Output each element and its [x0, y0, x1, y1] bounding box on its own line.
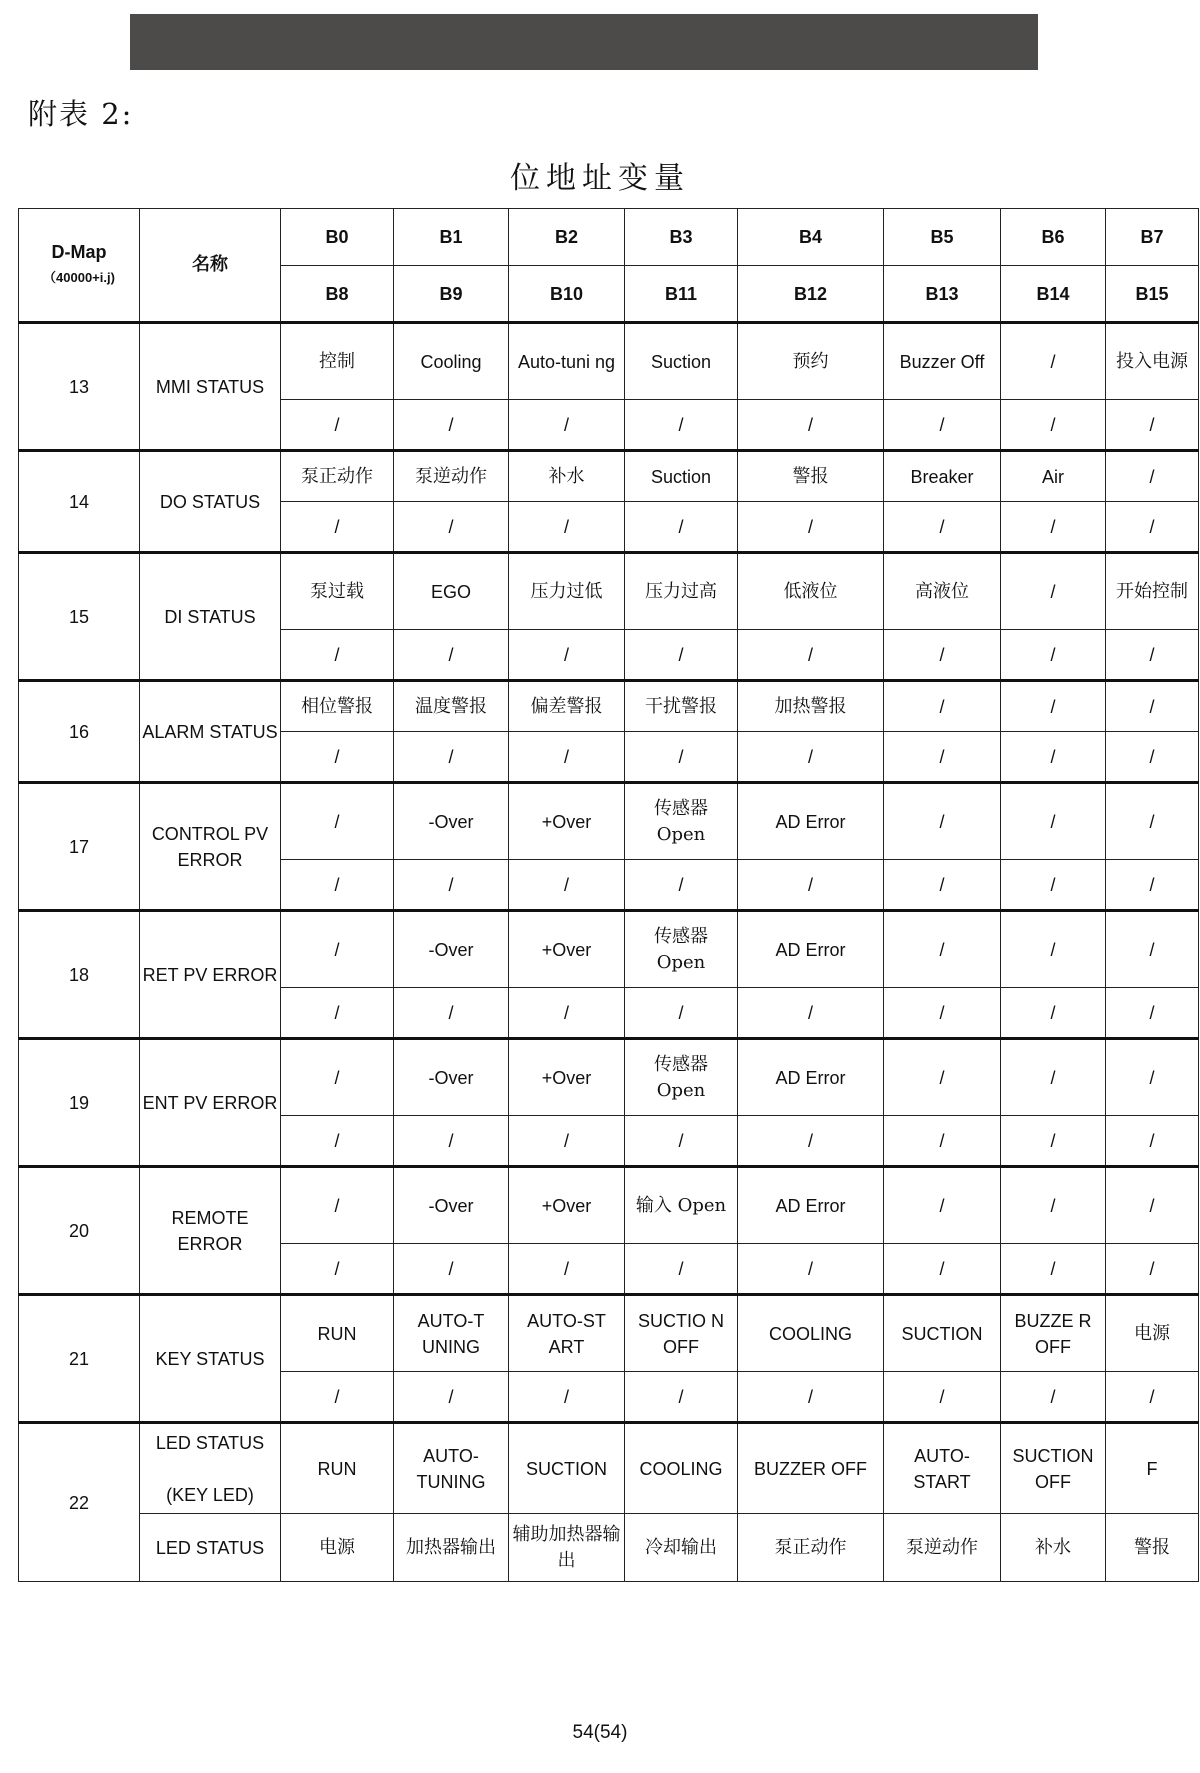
- bit-cell: /: [1106, 1039, 1199, 1116]
- bit-cell: /: [1106, 451, 1199, 502]
- bit-cell: SUCTIO N OFF: [625, 1295, 738, 1372]
- bit-cell: AD Error: [738, 783, 884, 860]
- bit-cell: 冷却输出: [625, 1514, 738, 1582]
- bit-cell: 电源: [281, 1514, 394, 1582]
- bit-cell: /: [884, 1372, 1001, 1423]
- bit-cell: Buzzer Off: [884, 323, 1001, 400]
- bit-cell: BUZZE R OFF: [1001, 1295, 1106, 1372]
- bit-cell: /: [625, 988, 738, 1039]
- row-name: CONTROL PV ERROR: [140, 783, 281, 911]
- row-name: DI STATUS: [140, 553, 281, 681]
- bit-cell: 压力过低: [509, 553, 625, 630]
- bit-cell: 温度警报: [394, 681, 509, 732]
- bit-cell: /: [281, 630, 394, 681]
- bit-cell: /: [509, 1244, 625, 1295]
- bit-cell: /: [394, 502, 509, 553]
- bit-cell: /: [738, 1116, 884, 1167]
- bit-cell: /: [884, 988, 1001, 1039]
- bit-cell: 泵逆动作: [394, 451, 509, 502]
- bit-cell: /: [509, 988, 625, 1039]
- bit-cell: 传感器 Open: [625, 783, 738, 860]
- bit-cell: AD Error: [738, 1039, 884, 1116]
- bit-cell: /: [1106, 400, 1199, 451]
- bit-cell: COOLING: [625, 1423, 738, 1514]
- row-id: 18: [19, 911, 140, 1039]
- row-id: 22: [19, 1423, 140, 1582]
- bit-cell: /: [394, 732, 509, 783]
- table-row: [19, 1039, 1199, 1116]
- bit-cell: /: [509, 1116, 625, 1167]
- table-row: [19, 681, 1199, 732]
- row-name: RET PV ERROR: [140, 911, 281, 1039]
- bit-cell: AUTO- START: [884, 1423, 1001, 1514]
- bit-cell: /: [281, 911, 394, 988]
- bit-cell: /: [1106, 732, 1199, 783]
- bit-cell: RUN: [281, 1423, 394, 1514]
- bit-cell: +Over: [509, 911, 625, 988]
- bit-cell: 控制: [281, 323, 394, 400]
- bit-cell: /: [1106, 681, 1199, 732]
- bit-cell: /: [394, 1244, 509, 1295]
- bit-cell: /: [509, 502, 625, 553]
- bit-cell: /: [281, 502, 394, 553]
- bit-header: B15: [1106, 266, 1199, 323]
- bit-cell: /: [884, 783, 1001, 860]
- bit-cell: 压力过高: [625, 553, 738, 630]
- row-id: 14: [19, 451, 140, 553]
- bit-header: B6: [1001, 209, 1106, 266]
- bit-cell: /: [625, 732, 738, 783]
- bit-cell: /: [884, 911, 1001, 988]
- row-name: REMOTE ERROR: [140, 1167, 281, 1295]
- bit-header: B9: [394, 266, 509, 323]
- bit-cell: -Over: [394, 1039, 509, 1116]
- bit-cell: /: [1106, 1372, 1199, 1423]
- bit-cell: /: [1001, 732, 1106, 783]
- bit-cell: /: [281, 1244, 394, 1295]
- bit-cell: EGO: [394, 553, 509, 630]
- bit-cell: Suction: [625, 451, 738, 502]
- table-row: [19, 911, 1199, 988]
- bit-cell: /: [738, 630, 884, 681]
- header-row-top: [19, 209, 1199, 266]
- bit-cell: /: [509, 860, 625, 911]
- bit-cell: 电源: [1106, 1295, 1199, 1372]
- bit-cell: /: [884, 860, 1001, 911]
- row-id: 13: [19, 323, 140, 451]
- dmap-label: D-Map: [51, 242, 107, 262]
- bit-cell: /: [1001, 1039, 1106, 1116]
- row-name: MMI STATUS: [140, 323, 281, 451]
- bit-header: B12: [738, 266, 884, 323]
- bit-cell: AD Error: [738, 1167, 884, 1244]
- bit-cell: /: [1001, 400, 1106, 451]
- bit-cell: /: [509, 1372, 625, 1423]
- bit-cell: /: [1001, 323, 1106, 400]
- bit-cell: SUCTION: [509, 1423, 625, 1514]
- row-name: [140, 1423, 281, 1514]
- bit-header: B13: [884, 266, 1001, 323]
- bit-cell: /: [394, 1116, 509, 1167]
- bit-header: B7: [1106, 209, 1199, 266]
- bit-cell: 高液位: [884, 553, 1001, 630]
- bit-cell: BUZZER OFF: [738, 1423, 884, 1514]
- row-name-key-led: (KEY LED): [166, 1484, 254, 1505]
- bit-header: B0: [281, 209, 394, 266]
- row-name: KEY STATUS: [140, 1295, 281, 1423]
- bit-cell: /: [1001, 1167, 1106, 1244]
- bit-cell: 警报: [738, 451, 884, 502]
- bit-cell: /: [625, 400, 738, 451]
- row-name: LED STATUS: [140, 1514, 281, 1582]
- bit-cell: /: [281, 1116, 394, 1167]
- bit-cell: /: [1106, 502, 1199, 553]
- bit-cell: /: [625, 1116, 738, 1167]
- bit-cell: /: [394, 630, 509, 681]
- bit-header: B8: [281, 266, 394, 323]
- bit-cell: -Over: [394, 1167, 509, 1244]
- bit-cell: 补水: [1001, 1514, 1106, 1582]
- bit-cell: /: [738, 988, 884, 1039]
- bit-cell: /: [884, 732, 1001, 783]
- bit-cell: /: [1106, 860, 1199, 911]
- bit-cell: /: [1001, 502, 1106, 553]
- bit-cell: /: [281, 1039, 394, 1116]
- bit-cell: /: [1001, 1372, 1106, 1423]
- bit-cell: /: [625, 502, 738, 553]
- bit-cell: /: [738, 502, 884, 553]
- table-row: [19, 323, 1199, 400]
- bit-cell: /: [884, 1116, 1001, 1167]
- bit-cell: /: [884, 681, 1001, 732]
- bit-cell: F: [1106, 1423, 1199, 1514]
- row-id: 19: [19, 1039, 140, 1167]
- bit-cell: 输入 Open: [625, 1167, 738, 1244]
- bit-cell: SUCTION OFF: [1001, 1423, 1106, 1514]
- row-name: DO STATUS: [140, 451, 281, 553]
- bit-cell: /: [738, 732, 884, 783]
- bit-cell: -Over: [394, 911, 509, 988]
- bit-cell: /: [884, 502, 1001, 553]
- bit-cell: +Over: [509, 1167, 625, 1244]
- bit-cell: 加热器输出: [394, 1514, 509, 1582]
- bit-cell: /: [1001, 630, 1106, 681]
- bit-cell: AUTO-ST ART: [509, 1295, 625, 1372]
- bit-cell: COOLING: [738, 1295, 884, 1372]
- bit-cell: /: [281, 1167, 394, 1244]
- bit-header: B14: [1001, 266, 1106, 323]
- bit-cell: /: [884, 630, 1001, 681]
- bit-cell: Air: [1001, 451, 1106, 502]
- bit-cell: /: [884, 400, 1001, 451]
- bit-cell: /: [1106, 1244, 1199, 1295]
- bit-cell: SUCTION: [884, 1295, 1001, 1372]
- row-id: 15: [19, 553, 140, 681]
- table-row: [19, 1514, 1199, 1582]
- row-id: 21: [19, 1295, 140, 1423]
- bit-cell: /: [884, 1039, 1001, 1116]
- bit-address-table: [18, 208, 1199, 1582]
- bit-cell: /: [394, 988, 509, 1039]
- bit-cell: /: [1001, 783, 1106, 860]
- bit-cell: /: [738, 400, 884, 451]
- bit-header: B10: [509, 266, 625, 323]
- bit-cell: 偏差警报: [509, 681, 625, 732]
- bit-cell: 低液位: [738, 553, 884, 630]
- header-bar: [130, 14, 1038, 70]
- bit-cell: 泵正动作: [738, 1514, 884, 1582]
- bit-cell: Suction: [625, 323, 738, 400]
- bit-cell: /: [625, 630, 738, 681]
- bit-cell: 辅助加热器输出: [509, 1514, 625, 1582]
- bit-cell: AUTO- TUNING: [394, 1423, 509, 1514]
- bit-cell: /: [394, 1372, 509, 1423]
- bit-cell: +Over: [509, 783, 625, 860]
- bit-cell: /: [281, 732, 394, 783]
- bit-cell: AUTO-T UNING: [394, 1295, 509, 1372]
- bit-header: B4: [738, 209, 884, 266]
- row-id: 16: [19, 681, 140, 783]
- bit-cell: 补水: [509, 451, 625, 502]
- bit-header: B11: [625, 266, 738, 323]
- bit-cell: /: [625, 860, 738, 911]
- appendix-label: 附表 2:: [28, 97, 134, 131]
- table-row: [19, 1295, 1199, 1372]
- bit-cell: RUN: [281, 1295, 394, 1372]
- bit-cell: 投入电源: [1106, 323, 1199, 400]
- table-row: [19, 783, 1199, 860]
- bit-cell: 相位警报: [281, 681, 394, 732]
- bit-cell: /: [738, 860, 884, 911]
- bit-cell: /: [1106, 911, 1199, 988]
- bit-cell: /: [1001, 988, 1106, 1039]
- table-row: [19, 1423, 1199, 1514]
- bit-cell: /: [1001, 553, 1106, 630]
- row-id: 17: [19, 783, 140, 911]
- bit-cell: /: [281, 860, 394, 911]
- row-id: 20: [19, 1167, 140, 1295]
- row-name: ALARM STATUS: [140, 681, 281, 783]
- dmap-sub-label: （40000+i.j): [43, 270, 115, 285]
- bit-cell: 加热警报: [738, 681, 884, 732]
- bit-cell: /: [281, 783, 394, 860]
- bit-cell: 警报: [1106, 1514, 1199, 1582]
- bit-cell: 预约: [738, 323, 884, 400]
- bit-cell: /: [394, 400, 509, 451]
- bit-cell: +Over: [509, 1039, 625, 1116]
- table-row: [19, 451, 1199, 502]
- bit-cell: 干扰警报: [625, 681, 738, 732]
- name-header: 名称: [140, 209, 281, 323]
- bit-cell: /: [1001, 860, 1106, 911]
- bit-cell: /: [1001, 1116, 1106, 1167]
- bit-header: B5: [884, 209, 1001, 266]
- bit-cell: /: [509, 400, 625, 451]
- bit-cell: 开始控制: [1106, 553, 1199, 630]
- bit-cell: /: [738, 1244, 884, 1295]
- bit-cell: 传感器 Open: [625, 1039, 738, 1116]
- bit-cell: /: [1001, 1244, 1106, 1295]
- bit-cell: Auto-tuni ng: [509, 323, 625, 400]
- bit-cell: 传感器 Open: [625, 911, 738, 988]
- bit-cell: /: [1001, 681, 1106, 732]
- row-name: ENT PV ERROR: [140, 1039, 281, 1167]
- bit-cell: /: [625, 1372, 738, 1423]
- row-name-led: LED STATUS: [155, 1432, 265, 1453]
- bit-cell: /: [738, 1372, 884, 1423]
- bit-cell: /: [281, 400, 394, 451]
- bit-cell: /: [1106, 1116, 1199, 1167]
- bit-cell: AD Error: [738, 911, 884, 988]
- page-number: 54(54): [572, 1722, 628, 1743]
- bit-cell: /: [1106, 783, 1199, 860]
- bit-cell: 泵逆动作: [884, 1514, 1001, 1582]
- bit-header: B3: [625, 209, 738, 266]
- bit-cell: /: [625, 1244, 738, 1295]
- bit-cell: /: [1001, 911, 1106, 988]
- bit-cell: /: [1106, 630, 1199, 681]
- bit-cell: /: [1106, 988, 1199, 1039]
- bit-cell: Cooling: [394, 323, 509, 400]
- bit-cell: /: [509, 732, 625, 783]
- bit-cell: /: [281, 988, 394, 1039]
- bit-cell: -Over: [394, 783, 509, 860]
- bit-header: B1: [394, 209, 509, 266]
- bit-cell: 泵正动作: [281, 451, 394, 502]
- bit-cell: /: [394, 860, 509, 911]
- table-title: 位地址变量: [510, 161, 690, 196]
- bit-cell: /: [884, 1244, 1001, 1295]
- bit-cell: Breaker: [884, 451, 1001, 502]
- table-row: [19, 1167, 1199, 1244]
- bit-cell: /: [281, 1372, 394, 1423]
- bit-cell: /: [1106, 1167, 1199, 1244]
- bit-cell: 泵过载: [281, 553, 394, 630]
- dmap-header: [19, 209, 140, 323]
- bit-cell: /: [884, 1167, 1001, 1244]
- bit-header: B2: [509, 209, 625, 266]
- table-row: [19, 553, 1199, 630]
- bit-cell: /: [509, 630, 625, 681]
